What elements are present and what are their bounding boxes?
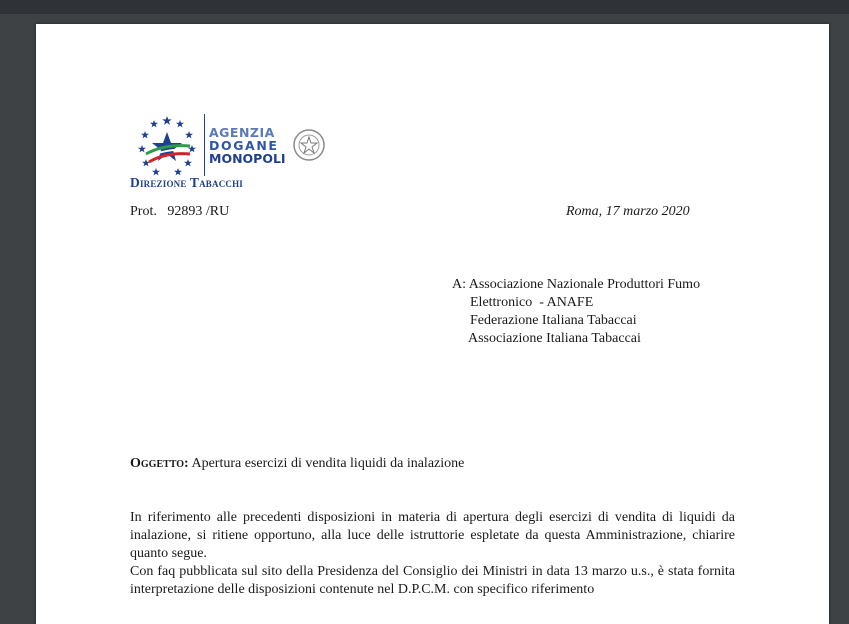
document-page — [36, 24, 829, 624]
subject-label: Oggetto: — [130, 456, 189, 471]
body-paragraph: In riferimento alle precedenti disposizioni in materia di apertura degli esercizi di vendita di liquidi da inalazione, si ritiene opportuno, alla luce delle istruttorie espletate da questa Amministrazione, chiarire quanto segue. — [130, 510, 735, 561]
recipients-block — [452, 276, 700, 348]
recipient-name: Associazione Italiana Tabaccai — [468, 331, 641, 346]
recipient-name: Federazione Italiana Tabaccai — [470, 313, 637, 328]
recipient-name: Associazione Nazionale Produttori Fumo — [468, 277, 701, 292]
logo-line-agenzia: AGENZIA — [209, 124, 275, 140]
department-heading: Direzione Tabacchi — [130, 175, 244, 190]
logo-line-dogane: DOGANE — [209, 137, 279, 153]
stars-flag-emblem-icon — [132, 110, 202, 180]
protocol-number: Prot. 92893 /RU — [130, 204, 230, 219]
republic-seal-icon — [292, 128, 326, 162]
document-date: Roma, 17 marzo 2020 — [566, 204, 690, 219]
recipient-line — [452, 312, 700, 330]
recipients-prefix: A: — [452, 277, 466, 292]
subject-text: Apertura esercizi di vendita liquidi da inalazione — [191, 456, 465, 471]
recipient-line — [452, 276, 700, 294]
logo-wordmark — [209, 126, 286, 165]
letter-body — [130, 509, 735, 599]
logo-divider — [204, 114, 205, 176]
body-paragraph: Con faq pubblicata sul sito della Presidenza del Consiglio dei Ministri in data 13 marzo u.s., è stata fornita interpretazione delle disposizioni contenute nel D.P.C.M. con specifico riferimento — [130, 564, 735, 597]
subject-line — [130, 456, 464, 472]
viewer-toolbar — [0, 0, 849, 14]
recipient-line — [452, 294, 700, 312]
logo-line-monopoli: MONOPOLI — [209, 150, 286, 166]
recipient-name: Elettronico - ANAFE — [470, 295, 594, 310]
recipient-line — [452, 330, 700, 348]
